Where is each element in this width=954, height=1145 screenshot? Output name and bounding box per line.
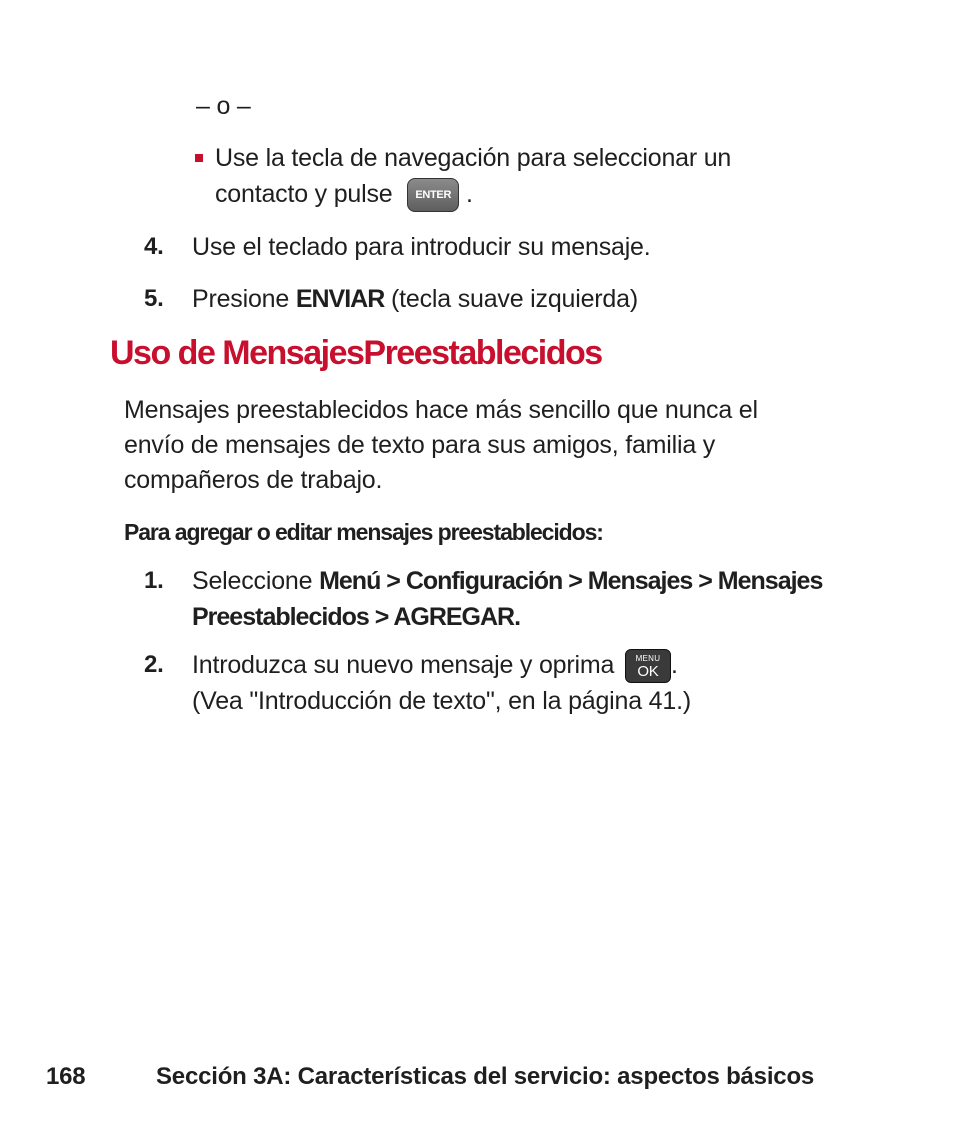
- bullet-text-line1: Use la tecla de navegación para seleccionar un: [215, 144, 732, 172]
- footer-title: Sección 3A: Características del servicio: aspectos básicos: [156, 1063, 815, 1090]
- bullet-text-end: .: [465, 180, 473, 208]
- step-text-end: .: [670, 651, 678, 679]
- key-top-label: MENU: [635, 654, 661, 664]
- step-number: 5.: [144, 285, 164, 312]
- step-text-before: Presione: [192, 285, 290, 313]
- step-text: [192, 281, 638, 317]
- step-number: 4.: [144, 233, 164, 260]
- key-main-label: OK: [637, 663, 659, 681]
- enter-key-icon: ENTER: [407, 178, 459, 212]
- subheading: Para agregar o editar mensajes preestablecidos:: [124, 519, 603, 545]
- step-number: 2.: [144, 651, 164, 678]
- bullet-text-line2: [215, 176, 473, 212]
- intro-line: compañeros de trabajo.: [124, 466, 383, 494]
- bullet-text-contact: contacto y pulse: [215, 180, 393, 208]
- menu-path: Menú > Configuración > Mensajes > Mensajes: [319, 567, 823, 595]
- menu-path-line2: Preestablecidos > AGREGAR.: [192, 603, 521, 631]
- step-text-line2: (Vea "Introducción de texto", en la página 41.): [192, 687, 691, 715]
- step-text: Introduzca su nuevo mensaje y oprima: [192, 651, 615, 679]
- step-text-after: (tecla suave izquierda): [391, 285, 638, 313]
- intro-line: envío de mensajes de texto para sus amigos, familia y: [124, 431, 716, 459]
- step-text-line1: [192, 647, 678, 683]
- step-text-line1: [192, 563, 822, 599]
- step-text-before: Seleccione: [192, 567, 313, 595]
- step-text: Use el teclado para introducir su mensaje.: [192, 233, 651, 261]
- menu-ok-key-icon: [625, 649, 671, 683]
- intro-line: Mensajes preestablecidos hace más sencillo que nunca el: [124, 396, 758, 424]
- bullet-square-icon: [195, 154, 203, 162]
- page-number: 168: [46, 1063, 86, 1090]
- or-separator: – o –: [196, 92, 251, 120]
- step-number: 1.: [144, 567, 164, 594]
- softkey-enviar: ENVIAR: [295, 285, 385, 313]
- section-heading: Uso de MensajesPreestablecidos: [110, 334, 602, 372]
- intro-paragraph: [124, 393, 758, 498]
